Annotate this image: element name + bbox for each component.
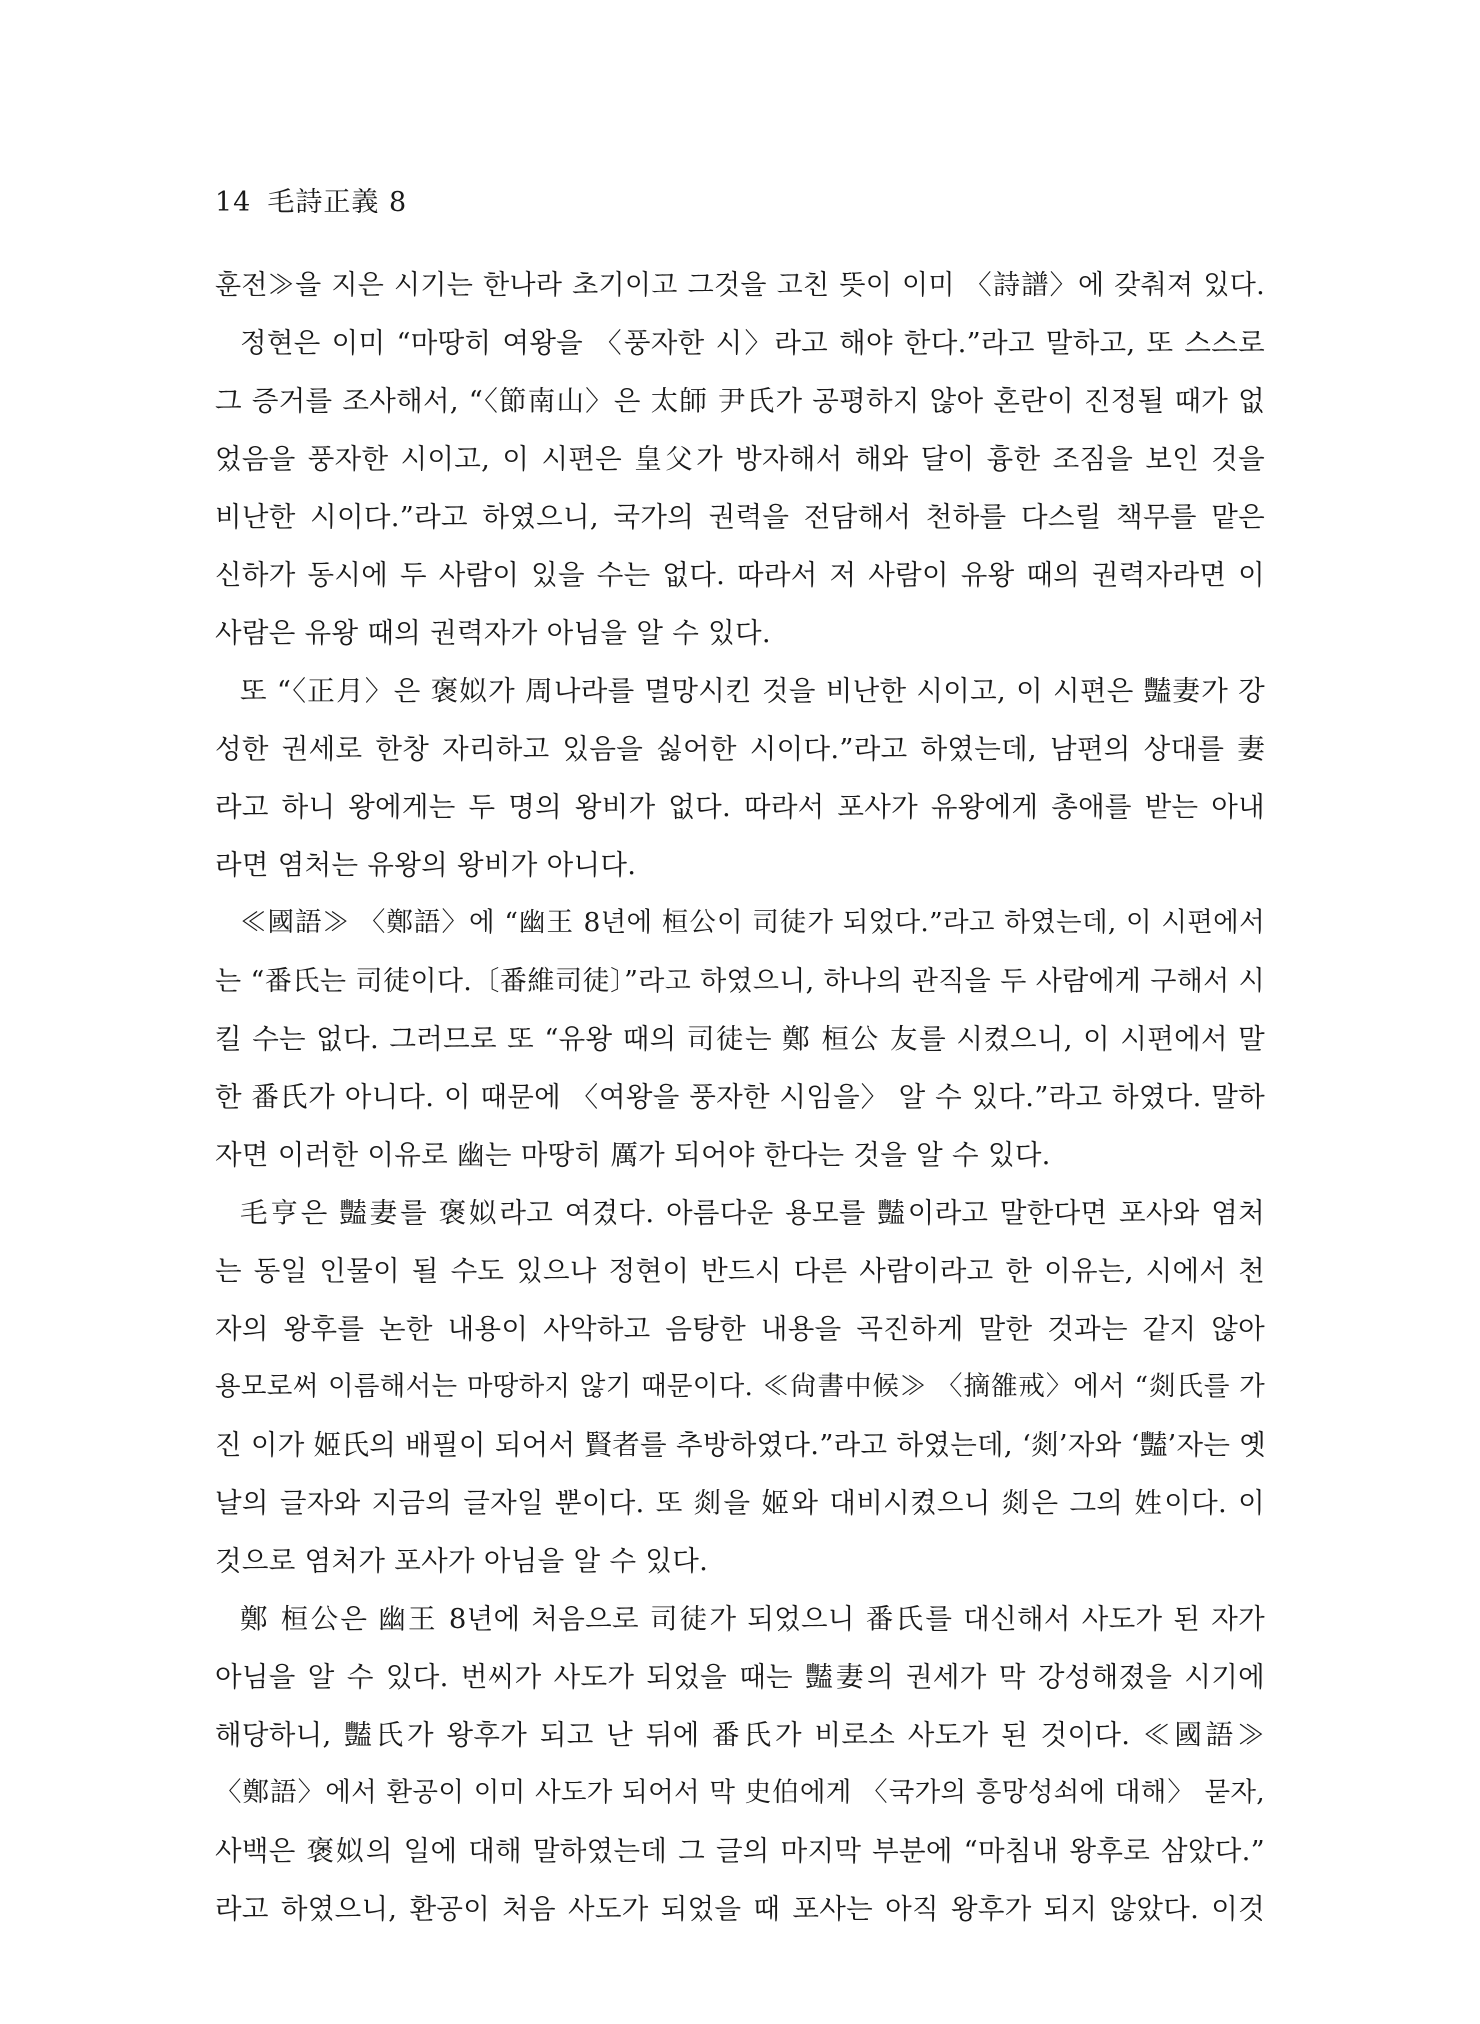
text-line: 사백은 褒姒의 일에 대해 말하였는데 그 글의 마지막 부분에 “마침내 왕후로 삼았다.” xyxy=(215,1835,1265,1867)
text-line: 신하가 동시에 두 사람이 있을 수는 없다. 따라서 저 사람이 유왕 때의 권력자라면 이 xyxy=(215,559,1265,591)
text-line: 날의 글자와 지금의 글자일 뿐이다. 또 剡을 姬와 대비시켰으니 剡은 그의 姓이다. 이 xyxy=(215,1487,1265,1519)
text-line: 었음을 풍자한 시이고, 이 시편은 皇父가 방자해서 해와 달이 흉한 조짐을 보인 것을 xyxy=(215,443,1265,475)
text-line: 사람은 유왕 때의 권력자가 아님을 알 수 있다. xyxy=(215,617,771,649)
text-line: 라고 하였으니, 환공이 처음 사도가 되었을 때 포사는 아직 왕후가 되지 않았다. 이것 xyxy=(215,1893,1265,1925)
text-line: 자면 이러한 이유로 幽는 마땅히 厲가 되어야 한다는 것을 알 수 있다. xyxy=(215,1139,1051,1171)
text-line: 진 이가 姬氏의 배필이 되어서 賢者를 추방하였다.”라고 하였는데, ‘剡’자와 ‘豔’자는 옛 xyxy=(215,1429,1267,1461)
text-line: 아님을 알 수 있다. 번씨가 사도가 되었을 때는 豔妻의 권세가 막 강성해졌을 시기에 xyxy=(215,1661,1265,1693)
page-number: 14 xyxy=(215,187,252,218)
running-header xyxy=(215,180,407,219)
text-line: 〈鄭語〉에서 환공이 이미 사도가 되어서 막 史伯에게 〈국가의 흥망성쇠에 대해〉 묻자, xyxy=(215,1777,1265,1808)
text-line: ≪國語≫ 〈鄭語〉에 “幽王 8년에 桓公이 司徒가 되었다.”라고 하였는데, 이 시편에서 xyxy=(240,907,1265,938)
text-line: 한 番氏가 아니다. 이 때문에 〈여왕을 풍자한 시임을〉 알 수 있다.”라고 하였다. 말하 xyxy=(215,1081,1265,1113)
text-line: 킬 수는 없다. 그러므로 또 “유왕 때의 司徒는 鄭 桓公 友를 시켰으니, 이 시편에서 말 xyxy=(215,1023,1265,1055)
text-line: 는 “番氏는 司徒이다.〔番維司徒〕”라고 하였으니, 하나의 관직을 두 사람에게 구해서 시 xyxy=(215,966,1265,997)
text-line: 정현은 이미 “마땅히 여왕을 〈풍자한 시〉라고 해야 한다.”라고 말하고, 또 스스로 xyxy=(240,327,1265,359)
text-line: 해당하니, 豔氏가 왕후가 되고 난 뒤에 番氏가 비로소 사도가 된 것이다. ≪國語≫ xyxy=(215,1719,1265,1751)
text-line: 라고 하니 왕에게는 두 명의 왕비가 없다. 따라서 포사가 유왕에게 총애를 받는 아내 xyxy=(215,791,1265,823)
text-line: 성한 권세로 한창 자리하고 있음을 싫어한 시이다.”라고 하였는데, 남편의 상대를 妻 xyxy=(215,733,1265,765)
book-title: 毛詩正義 8 xyxy=(267,187,408,218)
text-line: 훈전≫을 지은 시기는 한나라 초기이고 그것을 고친 뜻이 이미 〈詩譜〉에 갖춰져 있다. xyxy=(215,270,1265,301)
text-line: 또 “〈正月〉은 褒姒가 周나라를 멸망시킨 것을 비난한 시이고, 이 시편은 豔妻가 강 xyxy=(240,675,1265,707)
text-line: 것으로 염처가 포사가 아님을 알 수 있다. xyxy=(215,1545,709,1577)
text-line: 자의 왕후를 논한 내용이 사악하고 음탕한 내용을 곡진하게 말한 것과는 같지 않아 xyxy=(215,1313,1265,1345)
text-line: 毛亨은 豔妻를 褒姒라고 여겼다. 아름다운 용모를 豔이라고 말한다면 포사와 염처 xyxy=(240,1197,1265,1229)
text-line: 는 동일 인물이 될 수도 있으나 정현이 반드시 다른 사람이라고 한 이유는, 시에서 천 xyxy=(215,1255,1265,1287)
text-line: 그 증거를 조사해서, “〈節南山〉은 太師 尹氏가 공평하지 않아 혼란이 진정될 때가 없 xyxy=(215,385,1265,417)
text-line: 鄭 桓公은 幽王 8년에 처음으로 司徒가 되었으니 番氏를 대신해서 사도가 된 자가 xyxy=(240,1603,1265,1635)
text-line: 라면 염처는 유왕의 왕비가 아니다. xyxy=(215,849,637,881)
text-line: 비난한 시이다.”라고 하였으니, 국가의 권력을 전담해서 천하를 다스릴 책무를 맡은 xyxy=(215,501,1265,533)
text-line: 용모로써 이름해서는 마땅하지 않기 때문이다. ≪尙書中候≫ 〈摘雒戒〉에서 “剡氏를 가 xyxy=(215,1371,1265,1402)
